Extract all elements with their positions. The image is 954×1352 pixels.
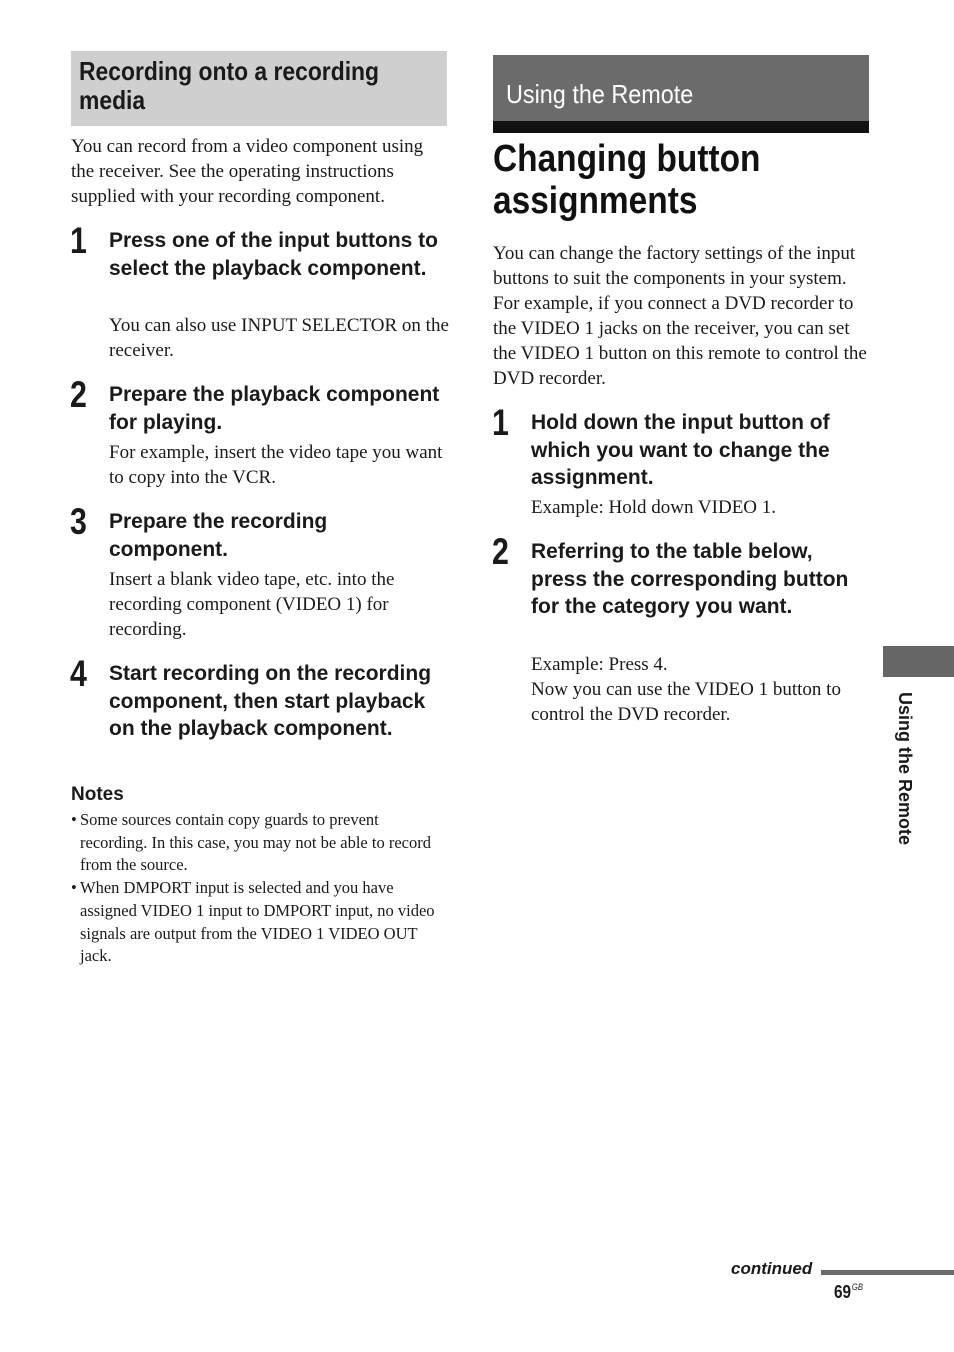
step-number: 1 — [492, 402, 509, 443]
step-title: Start recording on the recording component, then start playback on the playback component. — [109, 662, 432, 740]
page-number-suffix: GB — [851, 1282, 863, 1292]
side-thumb-tab — [883, 646, 954, 677]
note-item: • Some sources contain copy guards to prevent recording. In this case, you may not be able to record from the source. — [71, 809, 449, 877]
page-number — [834, 1282, 863, 1303]
step-body-continued: Now you can use the VIDEO 1 button to control the DVD recorder. — [531, 679, 841, 725]
side-tab-label: Using the Remote — [895, 692, 915, 846]
step-title: Hold down the input button of which you want to change the assignment. — [531, 411, 830, 489]
step-title: Prepare the playback component for playing. — [109, 383, 440, 434]
section-heading-box — [71, 51, 447, 126]
step-body: You can also use INPUT SELECTOR on the receiver. — [109, 315, 449, 361]
page-number-value: 69 — [834, 1282, 852, 1302]
chapter-header-bar — [493, 55, 869, 133]
step-body: Example: Press 4. — [531, 654, 668, 675]
section-heading: Recording onto a recording media — [79, 56, 380, 115]
step-number: 2 — [492, 531, 509, 572]
step-number: 4 — [70, 653, 87, 694]
step-title: Referring to the table below, press the corresponding button for the category you want. — [531, 540, 849, 618]
step-number: 3 — [70, 501, 87, 542]
note-item: • When DMPORT input is selected and you have assigned VIDEO 1 input to DMPORT input, no video signals are output from the VIDEO 1 VIDEO OUT jack. — [71, 877, 449, 968]
continued-label: continued — [731, 1259, 813, 1278]
step-title: Press one of the input buttons to select the playback component. — [109, 229, 438, 280]
right-intro-paragraph: You can change the factory settings of the input buttons to suit the components in your system. For example, if you connect a DVD recorder to the VIDEO 1 jacks on the receiver, you can set the VIDEO 1 button on this remote to control the DVD recorder. — [493, 243, 867, 389]
step-body: Insert a blank video tape, etc. into the recording component (VIDEO 1) for recording. — [109, 569, 395, 640]
notes-list — [71, 809, 449, 968]
step-number: 2 — [70, 374, 87, 415]
step-title: Prepare the recording component. — [109, 510, 328, 561]
step-body: For example, insert the video tape you want to copy into the VCR. — [109, 442, 443, 488]
continued-rule — [821, 1270, 954, 1275]
step-body: Example: Hold down VIDEO 1. — [531, 497, 777, 518]
chapter-title: Using the Remote — [506, 79, 694, 109]
page-title: Changing button assignments — [493, 138, 761, 222]
notes-heading: Notes — [71, 784, 124, 805]
step-number: 1 — [70, 220, 87, 261]
left-intro-paragraph: You can record from a video component using the receiver. See the operating instructions supplied with your recording component. — [71, 136, 424, 207]
